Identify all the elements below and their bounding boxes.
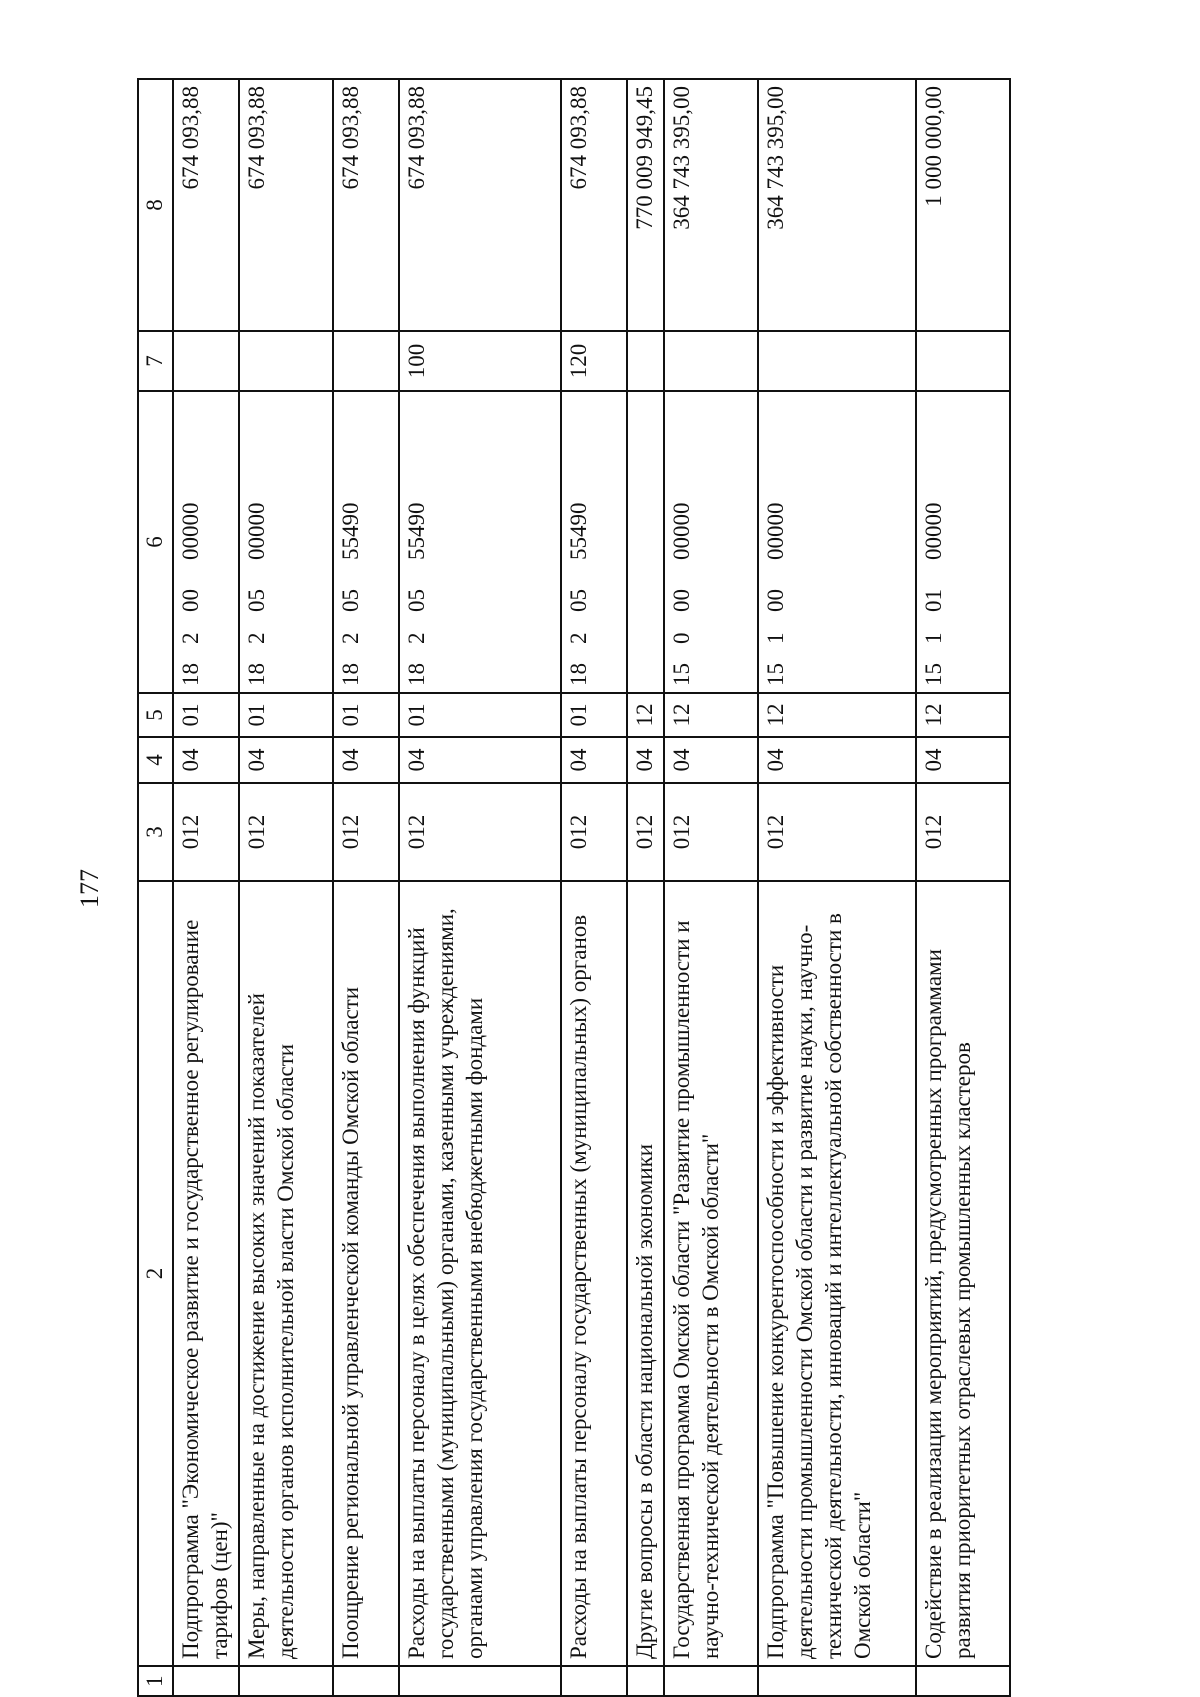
cell-expense-type bbox=[239, 331, 333, 391]
cell-subsection: 01 bbox=[561, 693, 627, 737]
code-part-subprogram: 2 bbox=[243, 632, 269, 644]
cell-expense-type: 100 bbox=[399, 331, 561, 391]
code-part-program: 15 bbox=[920, 663, 946, 686]
cell-num bbox=[664, 1666, 758, 1696]
cell-expense-type bbox=[627, 331, 664, 391]
cell-subsection: 01 bbox=[239, 693, 333, 737]
cell-target-code bbox=[239, 391, 333, 693]
cell-admin-code: 012 bbox=[758, 783, 916, 881]
cell-name: Подпрограмма "Экономическое развитие и государственное регулирование тарифов (цен)" bbox=[173, 881, 239, 1666]
code-part-direction: 00000 bbox=[920, 502, 946, 560]
table-row bbox=[664, 79, 758, 1696]
code-part-direction: 55490 bbox=[337, 502, 363, 560]
code-part-subprogram: 2 bbox=[403, 632, 429, 644]
header-col-4: 4 bbox=[138, 737, 173, 783]
cell-section: 04 bbox=[399, 737, 561, 783]
cell-target-code bbox=[916, 391, 1010, 693]
code-part-event: 05 bbox=[243, 589, 269, 612]
cell-admin-code: 012 bbox=[916, 783, 1010, 881]
page-number: 177 bbox=[75, 869, 104, 908]
cell-admin-code: 012 bbox=[627, 783, 664, 881]
cell-num bbox=[758, 1666, 916, 1696]
table-row bbox=[399, 79, 561, 1696]
code-part-subprogram: 2 bbox=[565, 632, 591, 644]
code-part-direction: 55490 bbox=[565, 502, 591, 560]
cell-expense-type bbox=[173, 331, 239, 391]
cell-subsection: 12 bbox=[758, 693, 916, 737]
cell-amount: 674 093,88 bbox=[399, 79, 561, 331]
code-part-event: 00 bbox=[668, 589, 694, 612]
cell-section: 04 bbox=[758, 737, 916, 783]
code-part-direction: 00000 bbox=[762, 502, 788, 560]
cell-name: Меры, направленные на достижение высоких значений показателей деятельности органов исполнительной власти Омской области bbox=[239, 881, 333, 1666]
cell-expense-type bbox=[333, 331, 399, 391]
cell-amount: 674 093,88 bbox=[561, 79, 627, 331]
cell-target-code bbox=[333, 391, 399, 693]
header-col-8: 8 bbox=[138, 79, 173, 331]
cell-amount: 674 093,88 bbox=[333, 79, 399, 331]
cell-section: 04 bbox=[627, 737, 664, 783]
cell-subsection: 12 bbox=[916, 693, 1010, 737]
code-part-subprogram: 0 bbox=[668, 632, 694, 644]
table-row bbox=[758, 79, 916, 1696]
code-part-event: 05 bbox=[565, 589, 591, 612]
code-part-program: 18 bbox=[243, 663, 269, 686]
cell-admin-code: 012 bbox=[561, 783, 627, 881]
code-part-subprogram: 1 bbox=[762, 632, 788, 644]
header-row bbox=[138, 79, 173, 1696]
code-part-program: 18 bbox=[403, 663, 429, 686]
cell-num bbox=[333, 1666, 399, 1696]
cell-name: Расходы на выплаты персоналу в целях обеспечения выполнения функций государственными (муниципальными) органами, казенными учреждениями, органами управления государственными внебюджетными фондами bbox=[399, 881, 561, 1666]
code-part-direction: 00000 bbox=[668, 502, 694, 560]
cell-num bbox=[561, 1666, 627, 1696]
cell-section: 04 bbox=[916, 737, 1010, 783]
cell-admin-code: 012 bbox=[239, 783, 333, 881]
header-col-3: 3 bbox=[138, 783, 173, 881]
cell-target-code bbox=[627, 391, 664, 693]
cell-admin-code: 012 bbox=[333, 783, 399, 881]
code-part-subprogram: 2 bbox=[177, 632, 203, 644]
cell-section: 04 bbox=[239, 737, 333, 783]
table-row bbox=[561, 79, 627, 1696]
table-row bbox=[333, 79, 399, 1696]
code-part-program: 18 bbox=[337, 663, 363, 686]
cell-num bbox=[239, 1666, 333, 1696]
cell-name: Подпрограмма "Повышение конкурентоспособности и эффективности деятельности промышленности Омской области и развитие науки, научно-технической деятельности, инноваций и интеллектуальной собственности в Омской области" bbox=[758, 881, 916, 1666]
cell-amount: 364 743 395,00 bbox=[758, 79, 916, 331]
cell-section: 04 bbox=[561, 737, 627, 783]
cell-num bbox=[916, 1666, 1010, 1696]
cell-subsection: 12 bbox=[664, 693, 758, 737]
cell-section: 04 bbox=[664, 737, 758, 783]
cell-target-code bbox=[758, 391, 916, 693]
rotated-page bbox=[75, 80, 1157, 1697]
code-part-event: 00 bbox=[762, 589, 788, 612]
cell-subsection: 01 bbox=[173, 693, 239, 737]
cell-subsection: 01 bbox=[333, 693, 399, 737]
header-col-5: 5 bbox=[138, 693, 173, 737]
cell-section: 04 bbox=[173, 737, 239, 783]
cell-section: 04 bbox=[333, 737, 399, 783]
header-col-7: 7 bbox=[138, 331, 173, 391]
cell-admin-code: 012 bbox=[399, 783, 561, 881]
cell-name: Содействие в реализации мероприятий, предусмотренных программами развития приоритетных отраслевых промышленных кластеров bbox=[916, 881, 1010, 1666]
header-col-1: 1 bbox=[138, 1666, 173, 1696]
cell-name: Поощрение региональной управленческой команды Омской области bbox=[333, 881, 399, 1666]
cell-expense-type bbox=[664, 331, 758, 391]
cell-amount: 1 000 000,00 bbox=[916, 79, 1010, 331]
cell-expense-type: 120 bbox=[561, 331, 627, 391]
header-col-2: 2 bbox=[138, 881, 173, 1666]
cell-target-code bbox=[664, 391, 758, 693]
table-row bbox=[173, 79, 239, 1696]
cell-amount: 674 093,88 bbox=[239, 79, 333, 331]
cell-amount: 674 093,88 bbox=[173, 79, 239, 331]
cell-name: Расходы на выплаты персоналу государственных (муниципальных) органов bbox=[561, 881, 627, 1666]
cell-admin-code: 012 bbox=[664, 783, 758, 881]
table-row bbox=[627, 79, 664, 1696]
code-part-program: 18 bbox=[565, 663, 591, 686]
code-part-program: 15 bbox=[668, 663, 694, 686]
budget-table bbox=[137, 78, 1011, 1697]
cell-name: Другие вопросы в области национальной экономики bbox=[627, 881, 664, 1666]
code-part-direction: 00000 bbox=[243, 502, 269, 560]
code-part-subprogram: 1 bbox=[920, 632, 946, 644]
code-part-subprogram: 2 bbox=[337, 632, 363, 644]
cell-num bbox=[399, 1666, 561, 1696]
code-part-direction: 55490 bbox=[403, 502, 429, 560]
cell-expense-type bbox=[758, 331, 916, 391]
table-row bbox=[916, 79, 1010, 1696]
cell-num bbox=[627, 1666, 664, 1696]
cell-target-code bbox=[173, 391, 239, 693]
code-part-event: 01 bbox=[920, 589, 946, 612]
cell-amount: 364 743 395,00 bbox=[664, 79, 758, 331]
table-row bbox=[239, 79, 333, 1696]
code-part-event: 05 bbox=[403, 589, 429, 612]
code-part-program: 15 bbox=[762, 663, 788, 686]
cell-expense-type bbox=[916, 331, 1010, 391]
code-part-event: 05 bbox=[337, 589, 363, 612]
cell-subsection: 12 bbox=[627, 693, 664, 737]
cell-subsection: 01 bbox=[399, 693, 561, 737]
code-part-program: 18 bbox=[177, 663, 203, 686]
header-col-6: 6 bbox=[138, 391, 173, 693]
cell-name: Государственная программа Омской области "Развитие промышленности и научно-технической деятельности в Омской области" bbox=[664, 881, 758, 1666]
cell-target-code bbox=[399, 391, 561, 693]
code-part-direction: 00000 bbox=[177, 502, 203, 560]
cell-amount: 770 009 949,45 bbox=[627, 79, 664, 331]
cell-num bbox=[173, 1666, 239, 1696]
cell-target-code bbox=[561, 391, 627, 693]
cell-admin-code: 012 bbox=[173, 783, 239, 881]
code-part-event: 00 bbox=[177, 589, 203, 612]
